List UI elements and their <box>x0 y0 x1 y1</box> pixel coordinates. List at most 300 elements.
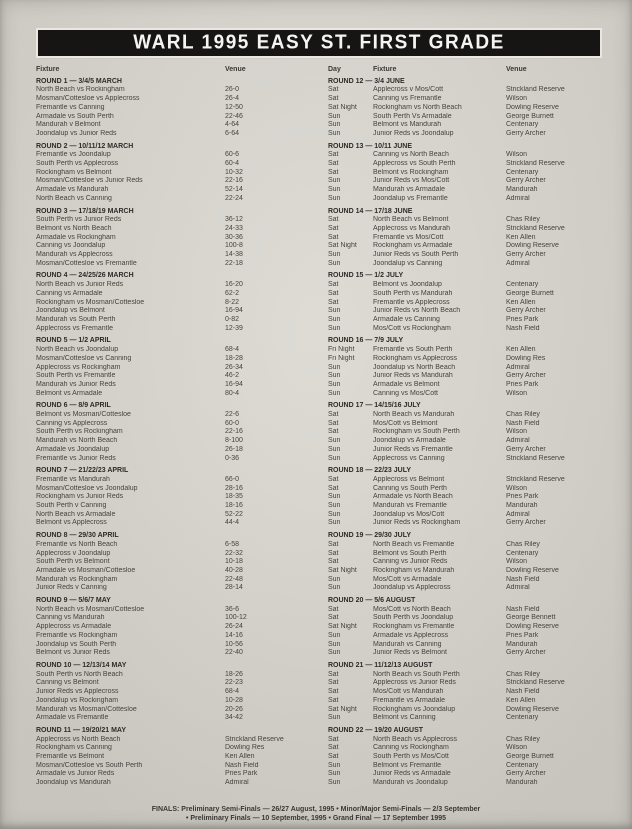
match-venue: 68-4 <box>225 688 240 696</box>
match-venue: Gerry Archer <box>506 445 546 453</box>
match-row <box>328 671 620 680</box>
match-fixture: Joondalup vs North Beach <box>373 363 456 371</box>
match-fixture: Rockingham vs Junior Reds <box>36 493 124 501</box>
match-row <box>328 381 620 390</box>
match-day: Sat Night <box>328 705 357 713</box>
match-row <box>328 290 620 299</box>
round-block <box>36 337 318 398</box>
match-fixture: Armadale vs Belmont <box>373 380 440 388</box>
match-venue: 12-39 <box>225 324 243 332</box>
match-day: Sun <box>328 640 341 648</box>
match-fixture: Mandurah vs Applecross <box>36 251 113 259</box>
match-fixture: Rockingham vs North Beach <box>373 103 462 111</box>
match-day: Sat <box>328 696 339 704</box>
match-venue: Admiral <box>506 194 530 202</box>
round-title: ROUND 21 — 11/12/13 AUGUST <box>328 662 433 669</box>
match-row <box>36 476 318 485</box>
match-row <box>328 186 620 195</box>
match-fixture: North Beach vs Rockingham <box>36 86 125 94</box>
left-column-headers <box>36 66 318 75</box>
match-venue: Wilson <box>506 428 528 436</box>
match-venue: 52-14 <box>225 186 243 194</box>
match-venue: Admiral <box>506 363 530 371</box>
match-row <box>36 195 318 204</box>
match-day: Sat <box>328 86 339 94</box>
match-row <box>328 281 620 290</box>
match-fixture: Mos/Cott vs Armadale <box>373 575 442 583</box>
match-venue: 26-0 <box>225 86 240 94</box>
match-venue: Mandurah <box>506 640 538 648</box>
match-row <box>36 169 318 178</box>
match-fixture: Mandurah v Belmont <box>36 121 101 129</box>
match-row <box>36 390 318 399</box>
match-row <box>36 355 318 364</box>
match-fixture: Fremantle vs Belmont <box>36 753 105 761</box>
match-day: Sat Night <box>328 242 357 250</box>
match-row <box>328 428 620 437</box>
match-venue: Nash Field <box>506 605 540 613</box>
match-row <box>328 736 620 745</box>
match-row <box>328 355 620 364</box>
match-row <box>36 411 318 420</box>
match-venue: 26-18 <box>225 445 243 453</box>
match-row <box>328 502 620 511</box>
match-venue: Gerry Archer <box>506 770 546 778</box>
match-fixture: South Perth vs Mos/Cott <box>373 753 449 761</box>
match-fixture: South Perth vs Joondalup <box>373 614 454 622</box>
match-row <box>36 446 318 455</box>
match-fixture: Fremantle vs Junior Reds <box>36 454 116 462</box>
match-venue: 0-82 <box>225 315 240 323</box>
match-row <box>328 364 620 373</box>
match-row <box>328 390 620 399</box>
match-venue: 10-56 <box>225 640 243 648</box>
match-venue: Wilson <box>506 558 528 566</box>
match-row <box>328 104 620 113</box>
match-fixture: Belmont vs Armadale <box>36 389 103 397</box>
fixtures-column-left <box>36 66 318 792</box>
match-venue: Nash Field <box>506 324 540 332</box>
match-day: Sun <box>328 372 341 380</box>
match-venue: George Burnett <box>506 753 554 761</box>
match-fixture: North Beach vs Junior Reds <box>36 281 124 289</box>
match-venue: 14-38 <box>225 251 243 259</box>
match-day: Sat <box>328 753 339 761</box>
match-row <box>36 95 318 104</box>
match-fixture: Applecross vs Mandurah <box>373 224 451 232</box>
match-fixture: Armadale vs Canning <box>373 315 440 323</box>
round-block <box>328 208 620 269</box>
match-row <box>328 706 620 715</box>
match-fixture: North Beach vs Joondalup <box>36 346 119 354</box>
match-venue: 14-16 <box>225 631 243 639</box>
match-fixture: South Perth vs Belmont <box>36 558 110 566</box>
match-row <box>36 186 318 195</box>
match-row <box>328 744 620 753</box>
match-fixture: Rockingham vs Mandurah <box>373 566 455 574</box>
match-row <box>328 130 620 139</box>
match-day: Sat <box>328 670 339 678</box>
match-venue: Chas Riley <box>506 540 540 548</box>
match-fixture: Applecross vs South Perth <box>373 160 456 168</box>
match-venue: 10-18 <box>225 558 243 566</box>
match-venue: Centenary <box>506 714 539 722</box>
match-day: Sun <box>328 112 341 120</box>
round-title: ROUND 3 — 17/18/19 MARCH <box>36 207 134 215</box>
match-row <box>36 753 318 762</box>
match-fixture: Belmont vs Fremantle <box>373 761 442 769</box>
match-fixture: Mandurah vs Mosman/Cottesloe <box>36 705 137 713</box>
match-fixture: Junior Reds vs Mos/Cott <box>373 177 450 185</box>
match-row <box>36 485 318 494</box>
match-row <box>36 502 318 511</box>
match-venue: 16-94 <box>225 307 243 315</box>
match-row <box>36 316 318 325</box>
match-row <box>328 307 620 316</box>
match-row <box>36 177 318 186</box>
match-row <box>36 706 318 715</box>
match-venue: George Burnett <box>506 289 554 297</box>
match-venue: Gerry Archer <box>506 129 546 137</box>
match-venue: 44-4 <box>225 519 240 527</box>
match-venue: Gerry Archer <box>506 649 546 657</box>
match-venue: Wilson <box>506 389 528 397</box>
match-fixture: Rockingham vs Armadale <box>373 242 453 250</box>
match-row <box>36 519 318 528</box>
match-fixture: South Perth vs North Beach <box>36 670 123 678</box>
match-venue: 12-50 <box>225 103 243 111</box>
match-fixture: Joondalup vs Canning <box>373 259 443 267</box>
match-day: Sun <box>328 770 341 778</box>
match-fixture: Joondalup vs South Perth <box>36 640 117 648</box>
match-fixture: Applecross vs Belmont <box>373 475 445 483</box>
match-row <box>328 519 620 528</box>
match-row <box>328 216 620 225</box>
match-venue: Ken Allen <box>506 346 536 354</box>
round-title: ROUND 22 — 19/20 AUGUST <box>328 726 424 734</box>
match-venue: Ken Allen <box>506 298 536 306</box>
match-venue: Dowling Reserve <box>506 705 559 713</box>
match-fixture: Applecross vs Rockingham <box>36 363 121 371</box>
match-venue: Ken Allen <box>225 753 255 761</box>
match-day: Sat <box>328 216 339 224</box>
match-row <box>36 299 318 308</box>
match-venue: 46-2 <box>225 372 240 380</box>
round-block <box>328 597 620 658</box>
match-row <box>36 641 318 650</box>
match-row <box>36 576 318 585</box>
round-title: ROUND 8 — 29/30 APRIL <box>36 532 119 540</box>
match-fixture: Applecross vs Armadale <box>36 623 112 631</box>
match-row <box>36 550 318 559</box>
match-fixture: Rockingham vs Mosman/Cottesloe <box>36 298 145 306</box>
match-venue: 28-16 <box>225 484 243 492</box>
match-venue: Gerry Archer <box>506 307 546 315</box>
match-fixture: Mos/Cott vs Mandurah <box>373 688 444 696</box>
match-day: Sun <box>328 324 341 332</box>
match-fixture: Rockingham vs Canning <box>36 744 112 752</box>
match-venue: 22-18 <box>225 259 243 267</box>
match-venue: 22-16 <box>225 177 243 185</box>
round-block <box>36 208 318 269</box>
match-day: Sat <box>328 224 339 232</box>
match-venue: 20-26 <box>225 705 243 713</box>
match-row <box>36 242 318 251</box>
match-venue: Centenary <box>506 168 539 176</box>
match-venue: 22-32 <box>225 549 243 557</box>
round-title: ROUND 5 — 1/2 APRIL <box>36 337 111 345</box>
match-row <box>328 623 620 632</box>
finals-footer <box>0 805 632 823</box>
match-row <box>328 195 620 204</box>
match-venue: 28-14 <box>225 584 243 592</box>
match-row <box>328 606 620 615</box>
match-venue: 6-64 <box>225 129 240 137</box>
match-venue: Admiral <box>506 510 530 518</box>
match-venue: Chas Riley <box>506 735 540 743</box>
match-fixture: Fremantle vs North Beach <box>36 540 118 548</box>
round-block <box>36 402 318 463</box>
match-row <box>328 550 620 559</box>
match-row <box>328 121 620 130</box>
match-venue: Admiral <box>506 437 530 445</box>
match-venue: Chas Riley <box>506 216 540 224</box>
match-day: Sun <box>328 389 341 397</box>
round-block <box>328 662 620 723</box>
match-day: Sat <box>328 475 339 483</box>
match-fixture: Mos/Cott vs North Beach <box>373 605 451 613</box>
match-row <box>328 714 620 723</box>
match-row <box>328 641 620 650</box>
round-title: ROUND 2 — 10/11/12 MARCH <box>36 142 134 150</box>
match-venue: Mandurah <box>506 502 538 510</box>
round-title: ROUND 6 — 8/9 APRIL <box>36 402 111 410</box>
match-venue: 80-4 <box>225 389 240 397</box>
match-day: Sun <box>328 363 341 371</box>
match-row <box>328 299 620 308</box>
match-row <box>328 511 620 520</box>
match-venue: 10-28 <box>225 696 243 704</box>
match-venue: George Bennett <box>506 614 556 622</box>
match-venue: 18-26 <box>225 670 243 678</box>
fixture-column-header: Fixture <box>373 66 397 73</box>
match-venue: Dowling Res <box>225 744 265 752</box>
match-venue: Nash Field <box>506 688 540 696</box>
match-row <box>36 346 318 355</box>
match-row <box>36 281 318 290</box>
match-fixture: Joondalup vs Mandurah <box>36 779 111 787</box>
match-venue: Dowling Reserve <box>506 623 559 631</box>
match-fixture: Armadale vs Applecross <box>373 631 449 639</box>
match-fixture: Armadale vs North Beach <box>373 493 453 501</box>
match-row <box>36 151 318 160</box>
match-row <box>328 437 620 446</box>
match-venue: Gerry Archer <box>506 372 546 380</box>
match-fixture: Armadale vs Joondalup <box>36 445 110 453</box>
match-row <box>36 260 318 269</box>
match-fixture: Rockingham vs Applecross <box>373 354 458 362</box>
match-fixture: Canning vs Junior Reds <box>373 558 448 566</box>
match-fixture: Belmont vs South Perth <box>373 549 447 557</box>
match-venue: 22-24 <box>225 194 243 202</box>
match-fixture: Canning vs Mandurah <box>36 614 105 622</box>
match-day: Sat <box>328 744 339 752</box>
match-fixture: Fremantle vs Joondalup <box>36 151 111 159</box>
match-row <box>36 130 318 139</box>
match-fixture: Belmont vs Applecross <box>36 519 107 527</box>
day-column-header: Day <box>328 66 341 73</box>
match-fixture: Junior Reds vs Applecross <box>36 688 119 696</box>
match-day: Sun <box>328 380 341 388</box>
match-fixture: Canning vs Rockingham <box>373 744 449 752</box>
left-rounds-list <box>36 78 318 788</box>
match-day: Sat <box>328 735 339 743</box>
match-row <box>36 688 318 697</box>
match-day: Sun <box>328 779 341 787</box>
match-day: Sat Night <box>328 103 357 111</box>
match-venue: Centenary <box>506 761 539 769</box>
round-title: ROUND 14 — 17/18 JUNE <box>328 207 413 215</box>
match-fixture: South Perth vs Fremantle <box>36 372 116 380</box>
round-block <box>328 143 620 204</box>
round-title: ROUND 7 — 21/22/23 APRIL <box>36 467 129 475</box>
match-row <box>36 225 318 234</box>
match-fixture: Canning vs North Beach <box>373 151 449 159</box>
match-venue: 100-8 <box>225 242 243 250</box>
match-row <box>36 779 318 788</box>
round-block <box>328 337 620 398</box>
match-day: Sun <box>328 445 341 453</box>
round-block <box>36 272 318 333</box>
match-venue: Chas Riley <box>506 670 540 678</box>
match-day: Sun <box>328 315 341 323</box>
match-row <box>36 160 318 169</box>
match-venue: 22-40 <box>225 649 243 657</box>
match-row <box>36 104 318 113</box>
match-fixture: Joondalup vs Junior Reds <box>36 129 117 137</box>
round-title: ROUND 1 — 3/4/5 MARCH <box>36 77 122 85</box>
match-row <box>328 325 620 334</box>
match-row <box>328 688 620 697</box>
match-fixture: Mandurah vs Joondalup <box>373 779 448 787</box>
match-fixture: Applecross v Joondalup <box>36 549 111 557</box>
match-row <box>328 779 620 788</box>
match-fixture: Fremantle vs Mos/Cott <box>373 233 444 241</box>
match-row <box>328 234 620 243</box>
round-block <box>36 143 318 204</box>
match-day: Sun <box>328 519 341 527</box>
match-day: Fri Night <box>328 354 355 362</box>
match-day: Sat <box>328 688 339 696</box>
match-fixture: Junior Reds vs Rockingham <box>373 519 461 527</box>
match-row <box>36 736 318 745</box>
finals-footer-line1: FINALS: Preliminary Semi-Finals — 26/27 August, 1995 • Minor/Major Semi-Finals — 2/3 September <box>151 806 481 813</box>
match-day: Sat <box>328 160 339 168</box>
match-day: Sun <box>328 186 341 194</box>
match-venue: Nash Field <box>225 761 259 769</box>
match-fixture: Junior Reds v Canning <box>36 584 107 592</box>
match-day: Sat <box>328 549 339 557</box>
match-row <box>36 325 318 334</box>
match-row <box>328 614 620 623</box>
match-fixture: Mandurah vs Canning <box>373 640 442 648</box>
round-block <box>36 597 318 658</box>
match-venue: Pries Park <box>506 380 539 388</box>
match-day: Sat <box>328 614 339 622</box>
match-day: Sat <box>328 428 339 436</box>
match-row <box>328 558 620 567</box>
round-title: ROUND 15 — 1/2 JULY <box>328 272 404 280</box>
match-venue: Admiral <box>506 259 530 267</box>
match-fixture: Belmont vs Rockingham <box>373 168 449 176</box>
match-day: Sun <box>328 584 341 592</box>
round-title: ROUND 12 — 3/4 JUNE <box>328 77 405 85</box>
match-day: Sat <box>328 289 339 297</box>
match-venue: Pries Park <box>225 770 258 778</box>
match-venue: Wilson <box>506 744 528 752</box>
match-row <box>36 606 318 615</box>
match-row <box>328 567 620 576</box>
fixture-column-header: Fixture <box>36 66 60 73</box>
match-fixture: Joondalup vs Applecross <box>373 584 451 592</box>
match-venue: 40-28 <box>225 566 243 574</box>
title-banner <box>38 30 600 56</box>
match-venue: Gerry Archer <box>506 519 546 527</box>
match-venue: 22-16 <box>225 428 243 436</box>
match-fixture: Junior Reds vs South Perth <box>373 251 459 259</box>
match-venue: Dowling Reserve <box>506 242 559 250</box>
match-venue: 0-36 <box>225 454 240 462</box>
match-fixture: Fremantle vs Rockingham <box>36 631 118 639</box>
match-day: Sat <box>328 540 339 548</box>
match-row <box>328 151 620 160</box>
match-day: Sun <box>328 502 341 510</box>
match-venue: Strickland Reserve <box>506 224 565 232</box>
match-venue: Wilson <box>506 484 528 492</box>
match-row <box>328 169 620 178</box>
match-venue: Pries Park <box>506 631 539 639</box>
match-row <box>36 762 318 771</box>
round-title: ROUND 16 — 7/9 JULY <box>328 337 404 345</box>
round-block <box>328 727 620 788</box>
match-venue: Mandurah <box>506 779 538 787</box>
match-fixture: Canning vs Armadale <box>36 289 103 297</box>
match-fixture: Mosman/Cottesloe vs South Perth <box>36 761 143 769</box>
match-venue: Strickland Reserve <box>506 454 565 462</box>
match-venue: 10-32 <box>225 168 243 176</box>
match-venue: 26-24 <box>225 623 243 631</box>
match-fixture: Junior Reds vs Mandurah <box>373 372 453 380</box>
match-fixture: Applecross vs Junior Reds <box>373 679 456 687</box>
match-day: Sat <box>328 411 339 419</box>
match-fixture: Junior Reds vs Armadale <box>373 770 451 778</box>
match-fixture: Fremantle vs Canning <box>36 103 105 111</box>
match-row <box>328 160 620 169</box>
match-row <box>36 420 318 429</box>
match-row <box>36 121 318 130</box>
match-fixture: Mosman/Cottesloe vs Joondalup <box>36 484 138 492</box>
match-row <box>36 307 318 316</box>
match-fixture: Belmont vs Canning <box>373 714 436 722</box>
match-fixture: Canning vs Fremantle <box>373 95 442 103</box>
match-fixture: South Perth vs Junior Reds <box>36 216 122 224</box>
match-fixture: Applecross vs Canning <box>373 454 445 462</box>
match-venue: George Burnett <box>506 112 554 120</box>
match-row <box>328 411 620 420</box>
match-fixture: South Perth v Canning <box>36 502 107 510</box>
match-venue: 34-42 <box>225 714 243 722</box>
match-venue: Ken Allen <box>506 233 536 241</box>
